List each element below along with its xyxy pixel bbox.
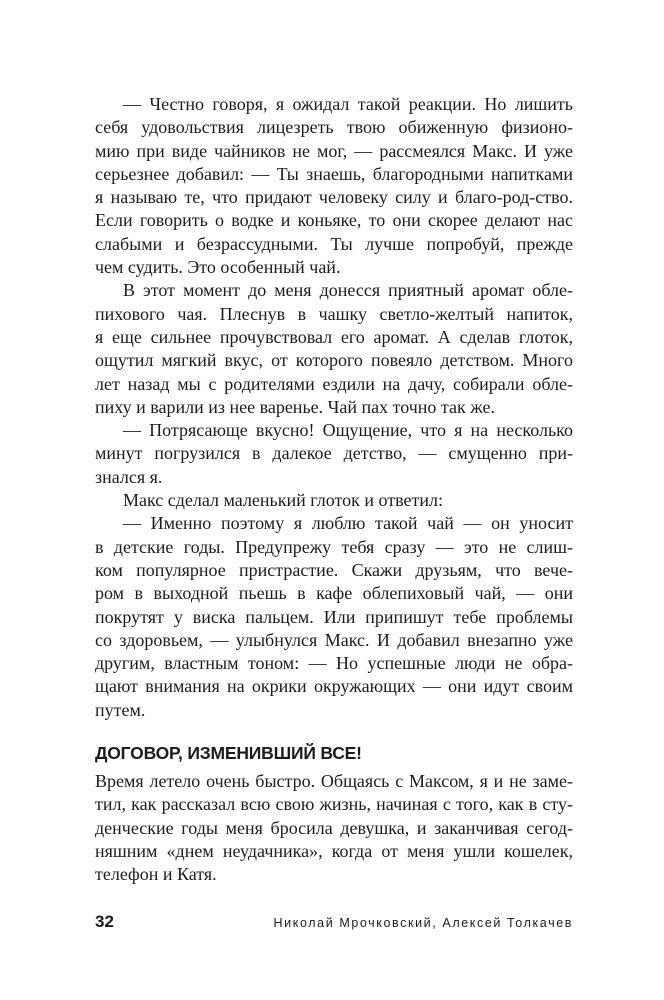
text-line: пихового чая. Плеснув в чашку светло-желтый напиток, xyxy=(95,303,573,324)
text-line: телефон и Катя. xyxy=(95,864,217,885)
text-line: слабыми и безрассудными. Ты лучше попробуй, прежде xyxy=(95,233,573,254)
text-line: ром в выходной пьешь в кафе облепиховый чай, — они xyxy=(95,583,573,604)
text-line: няшним «днем неудачника», когда от меня ушли кошелек, xyxy=(95,840,573,861)
text-line: денческие годы меня бросила девушка, и заканчивая сегод- xyxy=(95,817,573,838)
text-line: щают внимания на окрики окружающих — они идут своим xyxy=(95,676,573,697)
text-line: — Потрясающе вкусно! Ощущение, что я на несколько xyxy=(123,420,573,441)
text-line: чем судить. Это особенный чай. xyxy=(95,257,341,278)
text-line: я еще сильнее прочувствовал его аромат. А сделав глоток, xyxy=(95,326,573,347)
section-text xyxy=(95,770,573,886)
text-line: В этот момент до меня донесся приятный аромат обле- xyxy=(123,280,573,301)
text-line: другим, властным тоном: — Но успешные люди не обра- xyxy=(95,653,573,674)
text-line: знался я. xyxy=(95,466,163,487)
page-footer xyxy=(95,912,573,934)
text-line: минут погрузился в далекое детство, — смущенно при- xyxy=(95,443,573,464)
text-line: ком популярное пристрастие. Скажи друзьям, что вече- xyxy=(95,559,573,580)
text-line: мию при виде чайников не мог, — рассмеялся Макс. И уже xyxy=(95,140,573,161)
text-line: покрутят у виска пальцем. Или припишут тебе проблемы xyxy=(95,606,573,627)
text-line: — Именно поэтому я люблю такой чай — он уносит xyxy=(123,513,573,534)
text-line: пиху и варили из нее варенье. Чай пах точно так же. xyxy=(95,396,495,417)
body-text xyxy=(95,93,573,722)
running-title: Николай Мрочковский, Алексей Толкачев xyxy=(273,916,573,930)
text-line: со здоровьем, — улыбнулся Макс. И добавил внезапно уже xyxy=(95,629,573,650)
text-line: серьезнее добавил: — Ты знаешь, благородными напитками xyxy=(95,163,573,184)
text-line: ощутил мягкий вкус, от которого повеяло детством. Много xyxy=(95,350,573,371)
section-heading: ДОГОВОР, ИЗМЕНИВШИЙ ВСЕ! xyxy=(95,743,362,763)
page-number: 32 xyxy=(95,912,114,931)
text-line: в детские годы. Предупрежу тебя сразу — это не слиш- xyxy=(95,536,573,557)
text-line: — Честно говоря, я ожидал такой реакции. Но лишить xyxy=(123,94,573,114)
text-line: лет назад мы с родителями ездили на дачу, собирали обле- xyxy=(95,373,573,394)
text-line: тил, как рассказал всю свою жизнь, начиная с того, как в сту- xyxy=(95,794,573,815)
text-line: я называю те, что придают человеку силу и благо-род-ство. xyxy=(95,187,573,208)
text-line: путем. xyxy=(95,699,146,720)
text-line: Макс сделал маленький глоток и ответил: xyxy=(123,490,443,511)
text-line: Если говорить о водке и коньяке, то они скорее делают нас xyxy=(95,210,573,231)
text-line: себя удовольствия лицезреть твою обиженную физионо- xyxy=(95,117,573,138)
text-line: Время летело очень быстро. Общаясь с Максом, я и не заме- xyxy=(95,771,573,791)
